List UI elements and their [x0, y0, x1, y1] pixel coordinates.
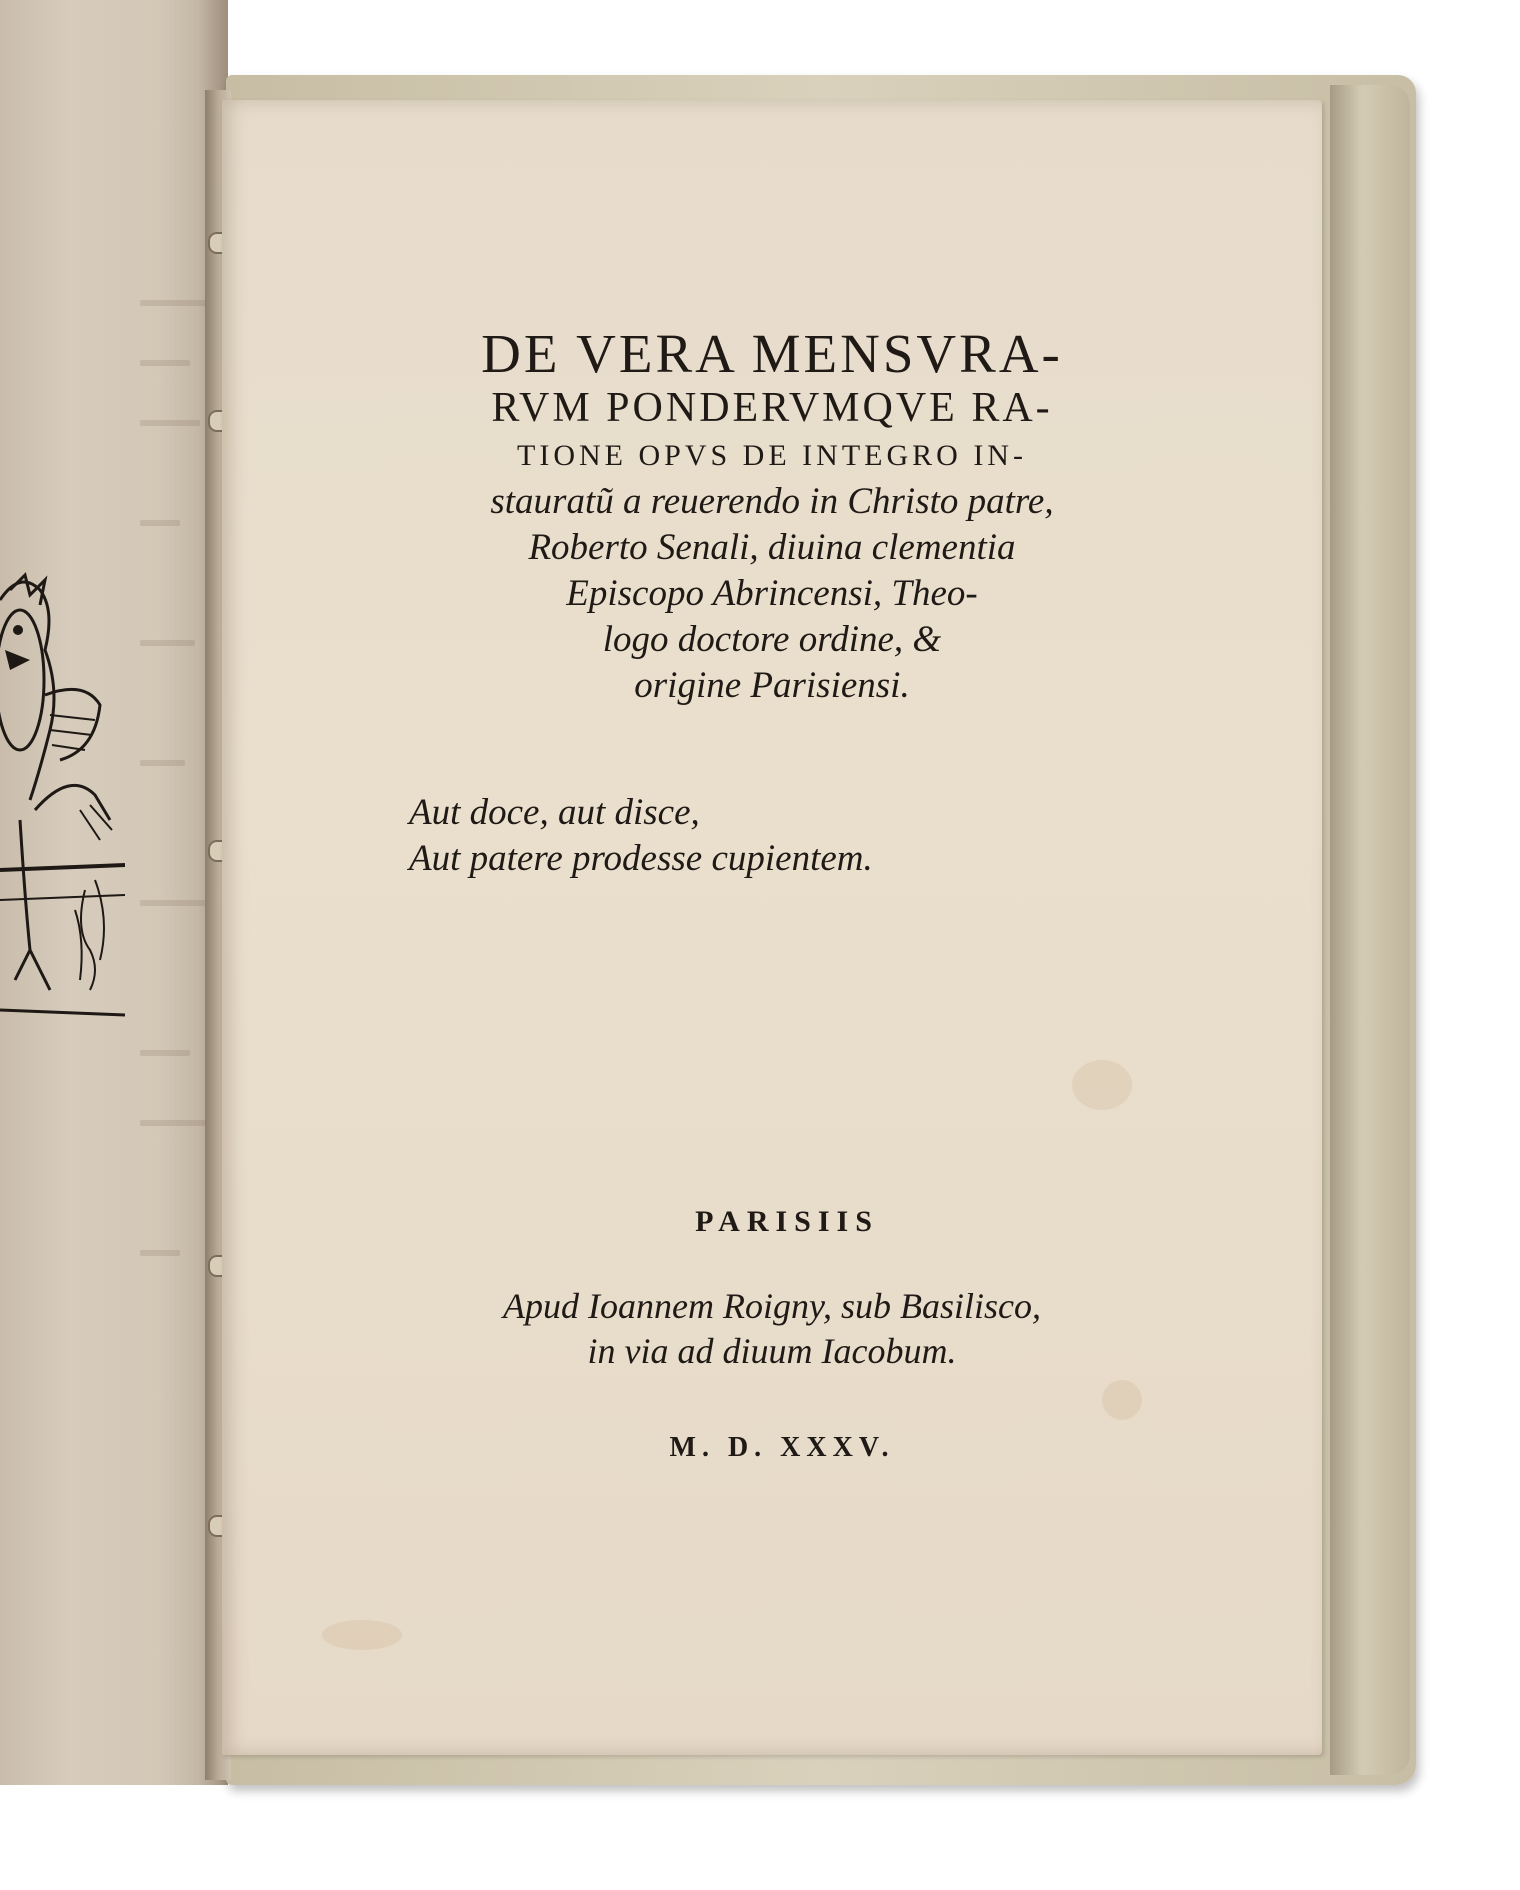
imprint	[222, 1205, 1322, 1464]
show-through-text	[140, 360, 190, 366]
show-through-text	[140, 420, 200, 426]
book-title	[222, 325, 1322, 709]
show-through-text	[140, 1120, 210, 1126]
motto	[409, 790, 873, 882]
show-through-text	[140, 1250, 180, 1256]
imprint-place: PARISIIS	[695, 1205, 879, 1238]
title-line: RVM PONDERVMQVE RA-	[491, 385, 1053, 431]
title-line: Episcopo Abrincensi, Theo-	[566, 573, 978, 614]
title-line: Roberto Senali, diuina clementia	[528, 527, 1016, 568]
imprint-date: M. D. XXXV.	[669, 1432, 895, 1463]
imprint-publisher-line: in via ad diuum Iacobum.	[587, 1331, 957, 1371]
title-line: stauratũ a reuerendo in Christo patre,	[490, 481, 1054, 522]
show-through-text	[140, 1050, 190, 1056]
show-through-text	[140, 900, 205, 906]
motto-line: Aut doce, aut disce,	[409, 792, 700, 833]
title-line: logo doctore ordine, &	[602, 619, 942, 660]
title-line: DE VERA MENSVRA-	[481, 323, 1063, 384]
imprint-publisher-line: Apud Ioannem Roigny, sub Basilisco,	[503, 1286, 1041, 1326]
show-through-text	[140, 760, 185, 766]
title-line: origine Parisiensi.	[634, 665, 910, 706]
motto-line: Aut patere prodesse cupientem.	[409, 838, 873, 879]
title-page	[222, 100, 1322, 1755]
show-through-text	[140, 640, 195, 646]
foxing-stain	[322, 1620, 402, 1650]
title-line: TIONE OPVS DE INTEGRO IN-	[517, 439, 1027, 472]
basilisk-woodcut-image	[0, 570, 125, 1030]
show-through-text	[140, 520, 180, 526]
binding-fore-edge	[1330, 85, 1410, 1775]
foxing-stain	[1072, 1060, 1132, 1110]
show-through-text	[140, 300, 210, 306]
